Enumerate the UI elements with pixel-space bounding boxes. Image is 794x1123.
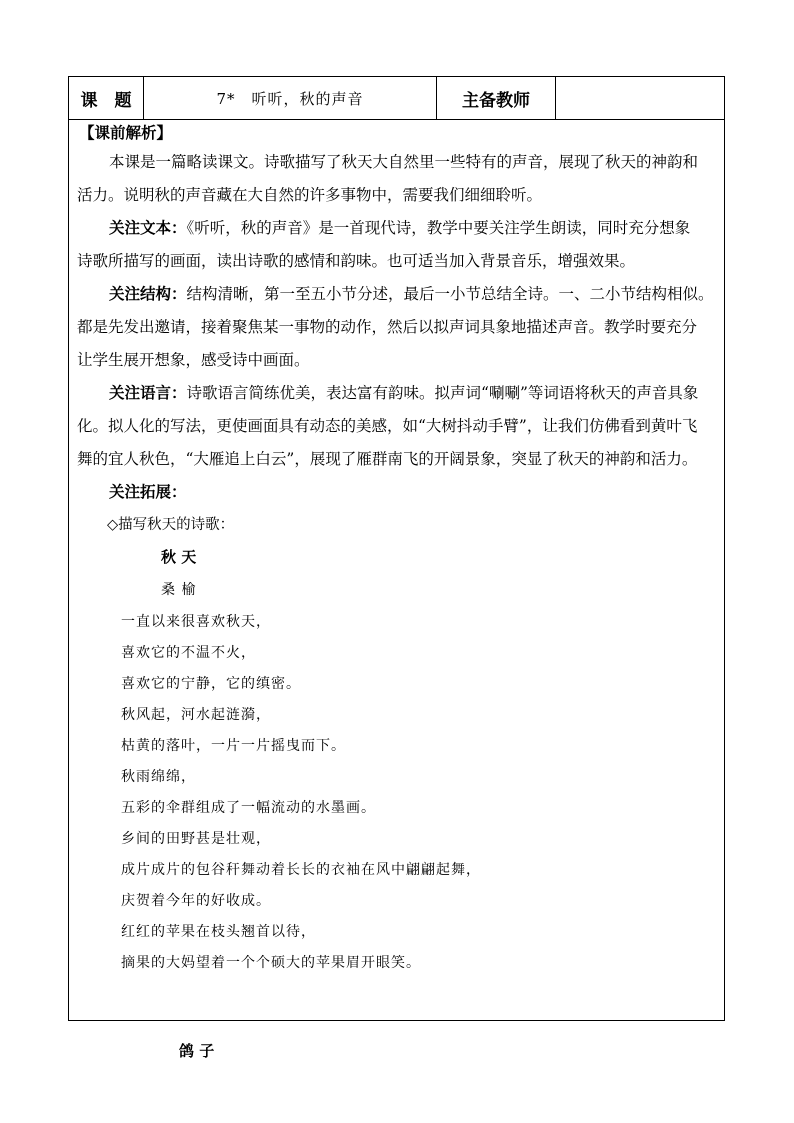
poem2-title: 鸽 子 bbox=[179, 1042, 215, 1060]
teacher-label: 主备教师 bbox=[462, 90, 530, 111]
topic-label: 课 题 bbox=[80, 90, 132, 111]
lesson-title-cell bbox=[144, 77, 437, 119]
poem1-line-4: 秋风起，河水起涟漪， bbox=[121, 707, 271, 723]
language-line-1: 诗歌语言简练优美，表达富有韵味。拟声词“唰唰”等词语将秋天的声音具象 bbox=[186, 384, 699, 402]
poem1-title: 秋 天 bbox=[161, 548, 197, 566]
text-paragraph bbox=[109, 218, 690, 238]
teacher-label-cell bbox=[437, 77, 556, 119]
poem1-line-12: 摘果的大妈望着一个个硕大的苹果眉开眼笑。 bbox=[121, 955, 421, 971]
poem1-line-10: 庆贺着今年的好收成。 bbox=[121, 893, 271, 909]
poem1-line-6: 秋雨绵绵， bbox=[121, 769, 196, 785]
language-label: 关注语言： bbox=[109, 384, 187, 402]
poem1-line-11: 红红的苹果在枝头翘首以待， bbox=[121, 924, 316, 940]
section-title: 【课前解析】 bbox=[79, 124, 173, 142]
language-line-2: 化。拟人化的写法，更使画面具有动态的美感，如“大树抖动手臂”，让我们仿佛看到黄叶飞 bbox=[77, 417, 698, 435]
text-line-2: 诗歌所描写的画面，读出诗歌的感情和韵味。也可适当加入背景音乐，增强效果。 bbox=[77, 252, 636, 270]
language-line-3: 舞的宜人秋色，“大雁追上白云”，展现了雁群南飞的开阔景象，突显了秋天的神韵和活力。 bbox=[77, 450, 698, 468]
teacher-value-cell bbox=[556, 77, 724, 119]
extend-label: 关注拓展： bbox=[109, 483, 187, 501]
structure-line-2: 都是先发出邀请，接着聚焦某一事物的动作，然后以拟声词具象地描述声音。教学时要充分 bbox=[77, 318, 698, 336]
poem1-line-3: 喜欢它的宁静，它的缜密。 bbox=[121, 676, 301, 692]
poem1-line-5: 枯黄的落叶，一片一片摇曳而下。 bbox=[121, 738, 346, 754]
text-label: 关注文本： bbox=[109, 219, 187, 237]
structure-label: 关注结构： bbox=[109, 285, 187, 303]
topic-label-cell bbox=[69, 77, 144, 119]
header-row bbox=[69, 77, 724, 120]
poem1-line-9: 成片成片的包谷秆舞动着长长的衣袖在风中翩翩起舞， bbox=[121, 862, 481, 878]
lesson-title: 7* 听听，秋的声音 bbox=[216, 89, 364, 108]
lesson-plan-table bbox=[68, 76, 725, 1060]
language-paragraph bbox=[109, 383, 698, 403]
structure-line-3: 让学生展开想象，感受诗中画面。 bbox=[77, 351, 310, 369]
poems-intro: ◇描写秋天的诗歌： bbox=[107, 517, 235, 533]
poem1-line-2: 喜欢它的不温不火， bbox=[121, 645, 256, 661]
intro-line-1: 本课是一篇略读课文。诗歌描写了秋天大自然里一些特有的声音，展现了秋天的神韵和 bbox=[109, 153, 699, 171]
poem1-line-1: 一直以来很喜欢秋天， bbox=[121, 614, 271, 630]
poem1-author: 桑 榆 bbox=[161, 582, 197, 598]
structure-paragraph bbox=[109, 284, 714, 304]
poem1-line-8: 乡间的田野甚是壮观， bbox=[121, 831, 271, 847]
structure-line-1: 结构清晰，第一至五小节分述，最后一小节总结全诗。一、二小节结构相似。 bbox=[186, 285, 714, 303]
text-line-1: 《听听，秋的声音》是一首现代诗，教学中要关注学生朗读，同时充分想象 bbox=[186, 219, 691, 237]
poem1-line-7: 五彩的伞群组成了一幅流动的水墨画。 bbox=[121, 800, 376, 816]
intro-line-2: 活力。说明秋的声音藏在大自然的许多事物中，需要我们细细聆听。 bbox=[77, 186, 543, 204]
